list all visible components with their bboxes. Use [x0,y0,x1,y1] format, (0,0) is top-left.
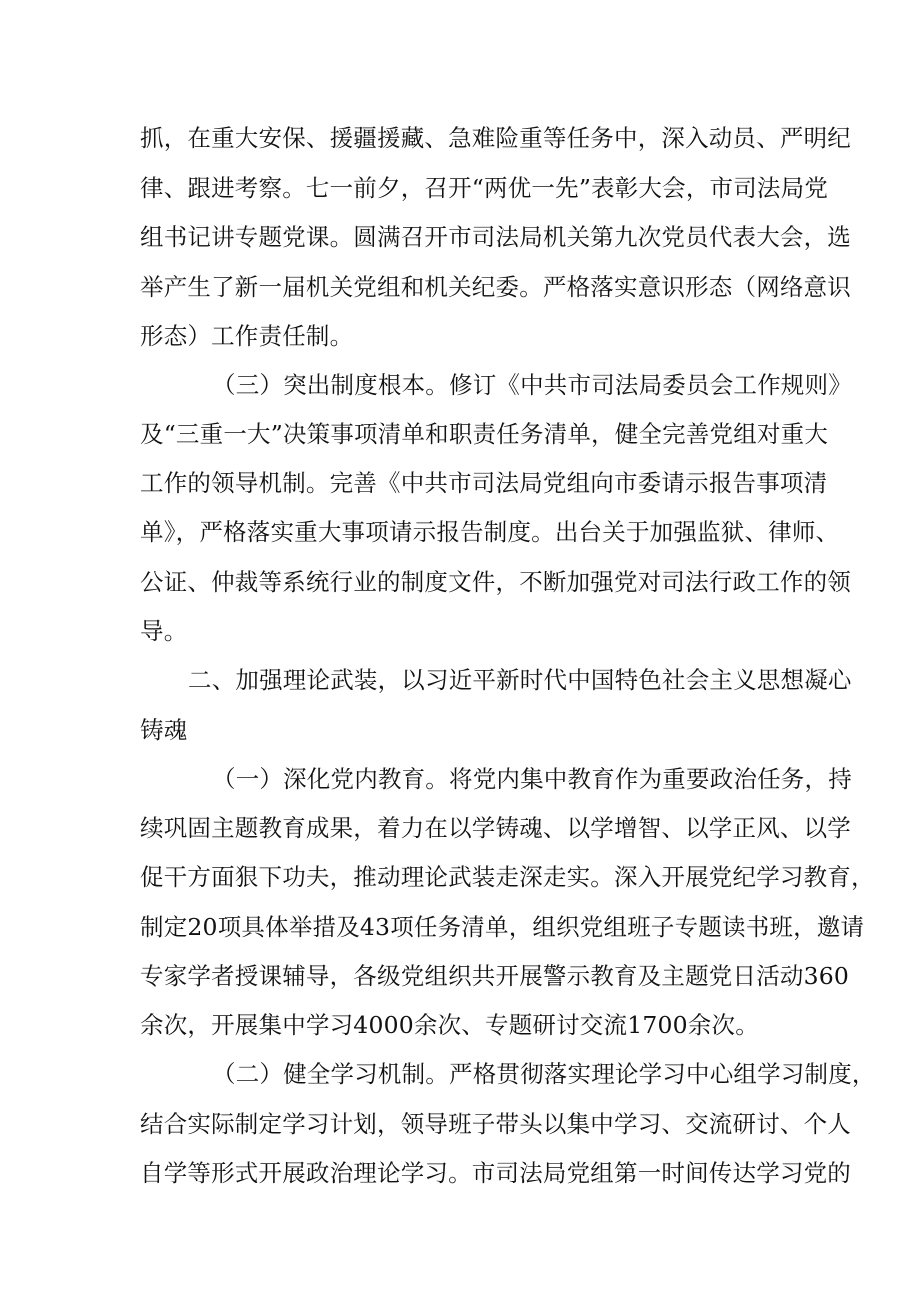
paragraph-line: 单》，严格落实重大事项请示报告制度。出台关于加强监狱、律师、 [140,518,840,546]
paragraph-line: 结合实际制定学习计划，领导班子带头以集中学习、交流研讨、个人 [140,1110,851,1138]
paragraph-line: （三）突出制度根本。修订《中共市司法局委员会工作规则》 [212,371,852,399]
paragraph-line: 专家学者授课辅导，各级党组织共开展警示教育及主题党日活动360 [140,962,850,990]
section-heading-line: 二、加强理论武装，以习近平新时代中国特色社会主义思想凝心 [188,666,852,694]
paragraph-line: 律、跟进考察。七一前夕，召开“两优一先”表彰大会，市司法局党 [140,174,829,202]
paragraph-line: （二）健全学习机制。严格贯彻落实理论学习中心组学习制度， [212,1060,876,1088]
paragraph-line: （一）深化党内教育。将党内集中教育作为重要政治任务，持 [212,765,852,793]
paragraph-line: 工作的领导机制。完善《中共市司法局党组向市委请示报告事项清 [140,469,828,497]
paragraph-line: 余次，开展集中学习4000余次、专题研讨交流1700余次。 [140,1011,759,1039]
paragraph-line: 形态）工作责任制。 [140,322,354,350]
paragraph-line: 及“三重一大”决策事项清单和职责任务清单，健全完善党组对重大 [140,420,829,448]
paragraph-line: 促干方面狠下功夫，推动理论武装走深走实。深入开展党纪学习教育， [140,863,875,891]
paragraph-line: 导。 [140,617,188,645]
paragraph-line: 抓，在重大安保、援疆援藏、急难险重等任务中，深入动员、严明纪 [140,124,851,152]
paragraph-line: 续巩固主题教育成果，着力在以学铸魂、以学增智、以学正风、以学 [140,814,851,842]
section-heading-line: 铸魂 [140,716,188,744]
paragraph-line: 自学等形式开展政治理论学习。市司法局党组第一时间传达学习党的 [140,1159,851,1187]
paragraph-line: 组书记讲专题党课。圆满召开市司法局机关第九次党员代表大会，选 [140,223,851,251]
paragraph-line: 公证、仲裁等系统行业的制度文件，不断加强党对司法行政工作的领 [140,568,851,596]
paragraph-line: 制定20项具体举措及43项任务清单，组织党组班子专题读书班，邀请 [140,913,865,941]
paragraph-line: 举产生了新一届机关党组和机关纪委。严格落实意识形态（网络意识 [140,273,851,301]
